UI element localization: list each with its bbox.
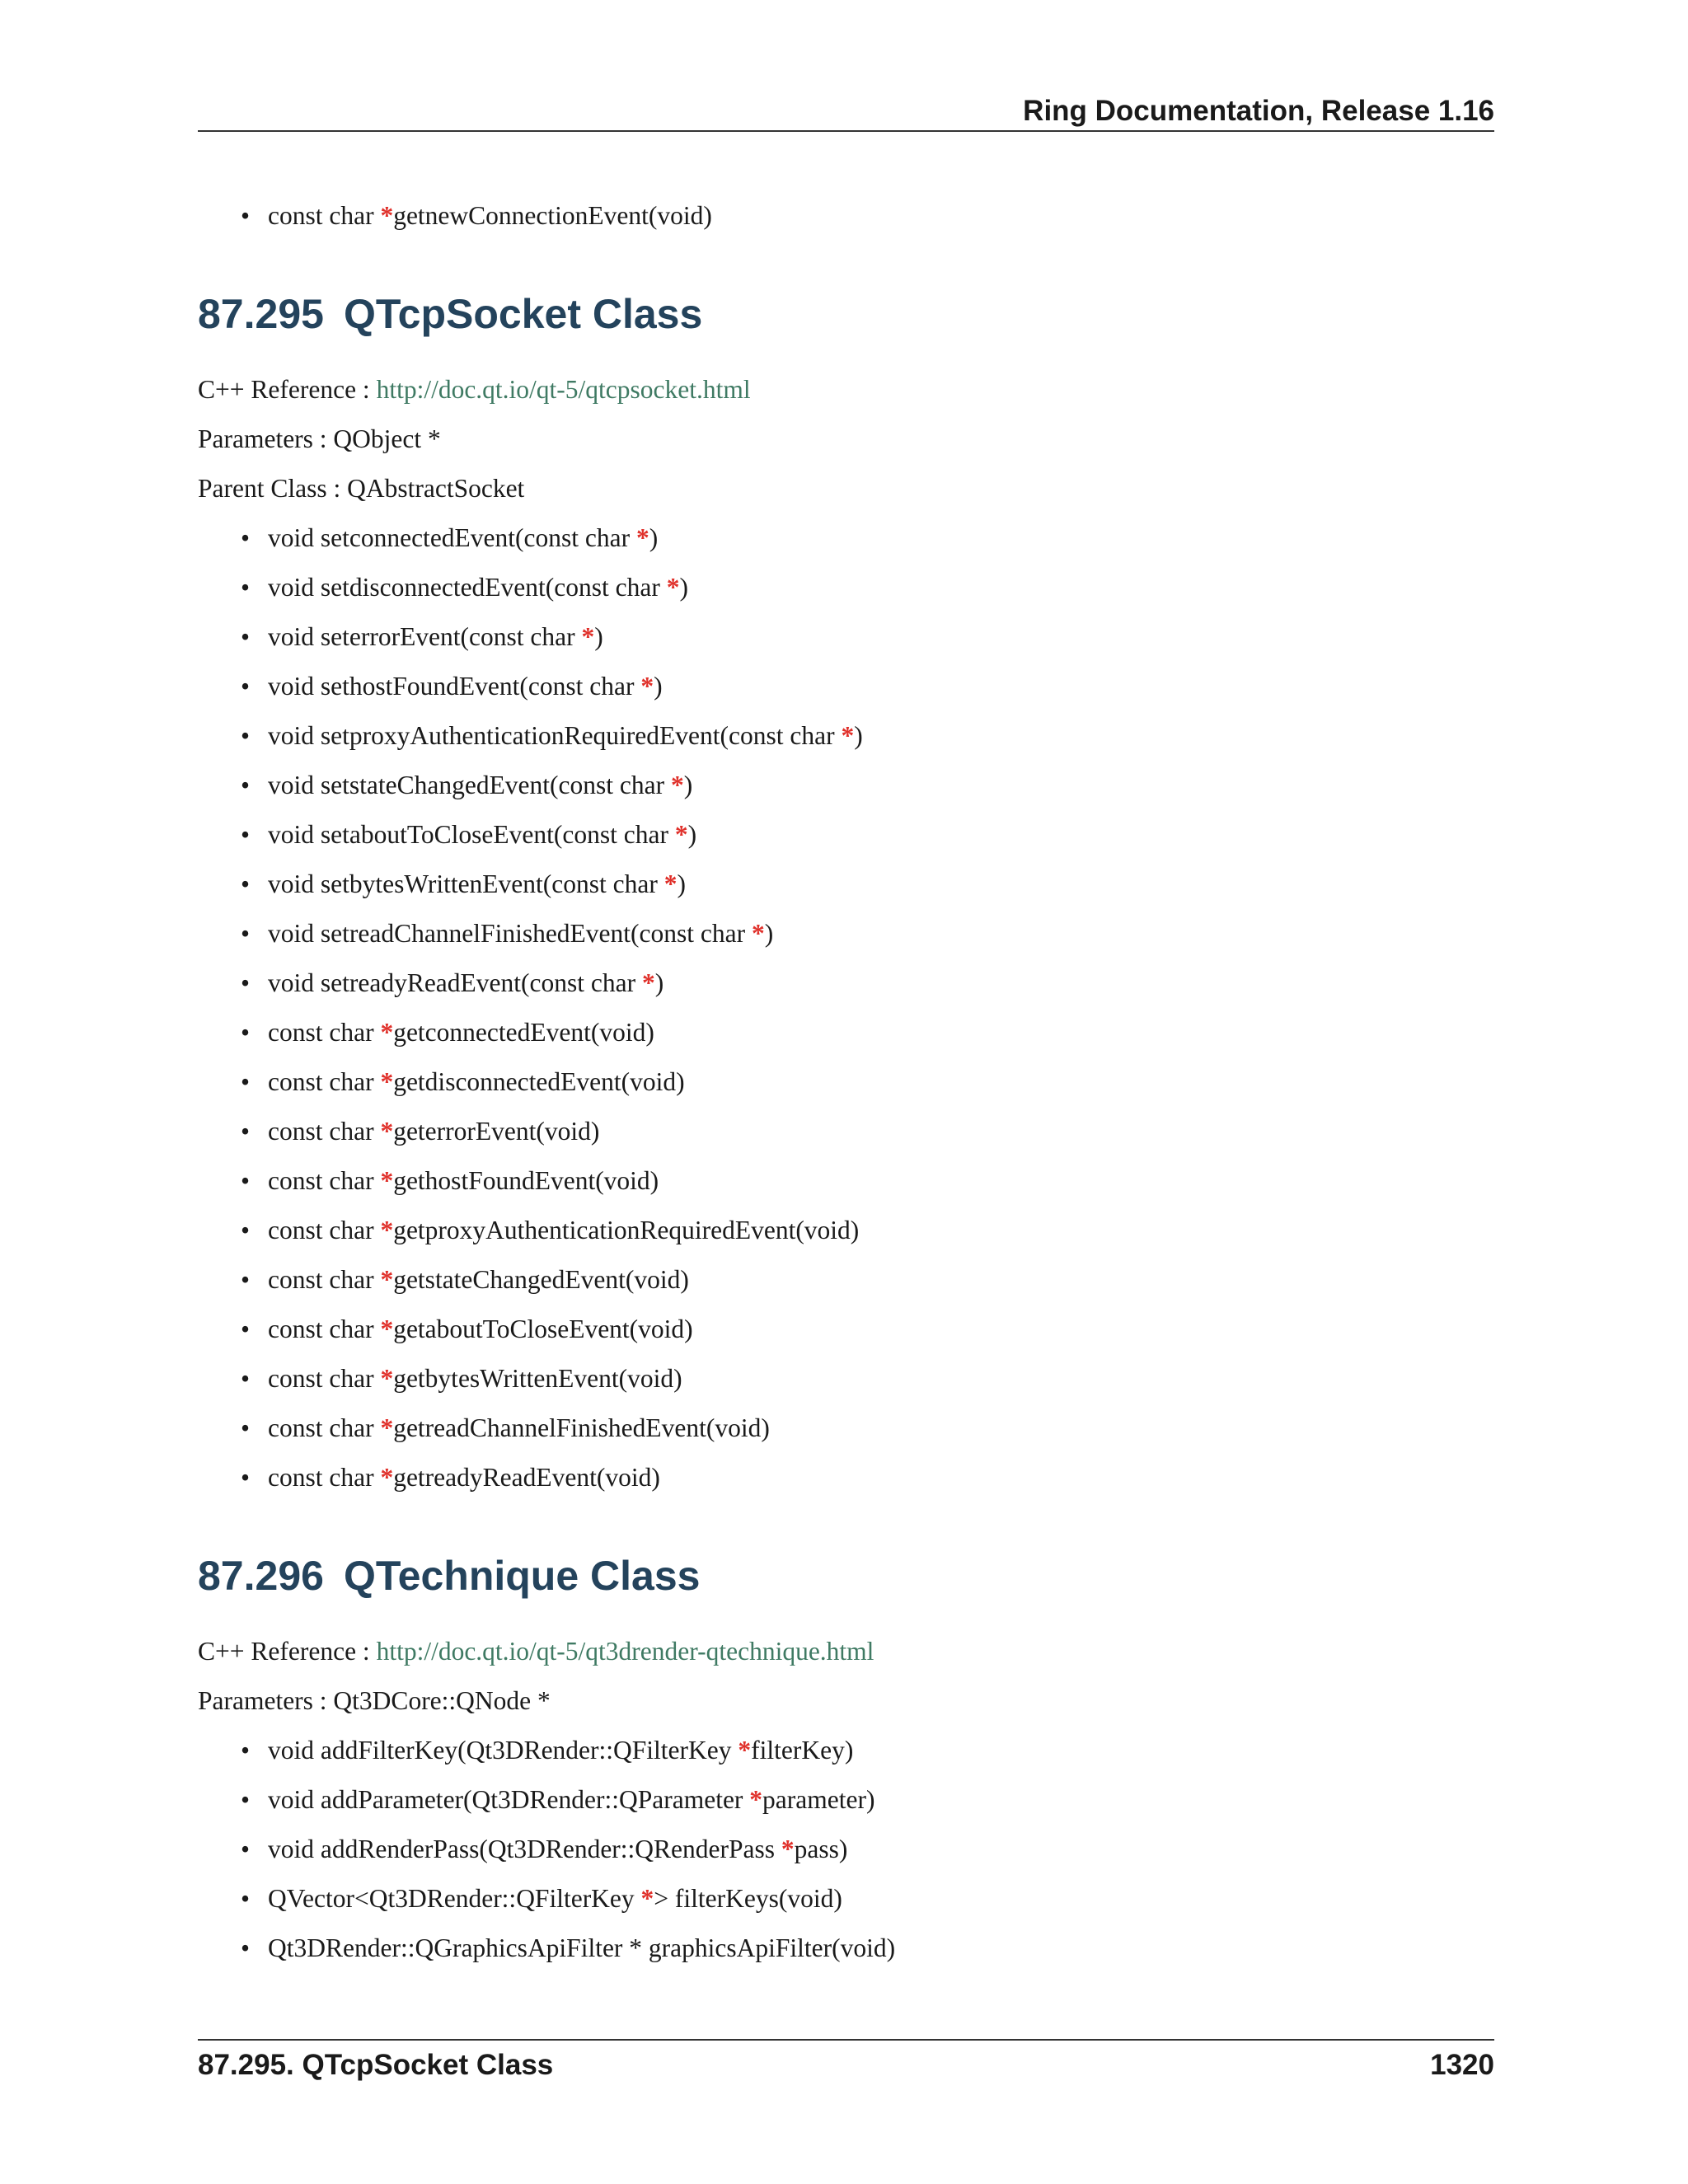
method-list-item bbox=[198, 1008, 1494, 1057]
document-page bbox=[198, 0, 1494, 2184]
bullet-icon: • bbox=[241, 1785, 251, 1814]
pointer-asterisk: * bbox=[380, 1067, 394, 1096]
pointer-asterisk: * bbox=[666, 573, 680, 602]
method-list-item bbox=[198, 1404, 1494, 1453]
method-text: void sethostFoundEvent(const char bbox=[268, 672, 641, 701]
method-text: Qt3DRender::QGraphicsApiFilter * graphicsApiFilter(void) bbox=[268, 1933, 896, 1962]
bullet-icon: • bbox=[241, 869, 251, 898]
method-text: const char bbox=[268, 1315, 381, 1343]
method-text: QVector<Qt3DRender::QFilterKey bbox=[268, 1884, 641, 1913]
section-heading-qtcpsocket bbox=[198, 288, 1494, 340]
method-text: getbytesWrittenEvent(void) bbox=[393, 1364, 682, 1393]
method-text: void seterrorEvent(const char bbox=[268, 622, 582, 651]
reference-link[interactable]: http://doc.qt.io/qt-5/qt3drender-qtechnique.html bbox=[376, 1637, 874, 1666]
bullet-icon: • bbox=[241, 820, 251, 849]
method-text: const char bbox=[268, 1018, 381, 1047]
method-text: const char bbox=[268, 1265, 381, 1294]
method-text: geterrorEvent(void) bbox=[393, 1117, 600, 1146]
method-text: void addRenderPass(Qt3DRender::QRenderPass bbox=[268, 1835, 781, 1863]
method-text: void setstateChangedEvent(const char bbox=[268, 771, 671, 799]
method-text: const char bbox=[268, 201, 381, 230]
pointer-asterisk: * bbox=[670, 771, 684, 799]
pointer-asterisk: * bbox=[635, 523, 649, 552]
method-text: void setconnectedEvent(const char bbox=[268, 523, 636, 552]
method-text: filterKey) bbox=[751, 1736, 854, 1765]
method-text: const char bbox=[268, 1216, 381, 1244]
page-content bbox=[198, 191, 1494, 1973]
method-list-item bbox=[198, 513, 1494, 563]
method-list-item bbox=[198, 1206, 1494, 1255]
method-text: getstateChangedEvent(void) bbox=[393, 1265, 689, 1294]
bullet-icon: • bbox=[241, 919, 251, 948]
method-text: const char bbox=[268, 1067, 381, 1096]
intro-method-list bbox=[198, 191, 1494, 241]
parameters-line: Parameters : Qt3DCore::QNode * bbox=[198, 1686, 551, 1715]
parameters-line: Parameters : QObject * bbox=[198, 424, 441, 453]
section-title: QTcpSocket Class bbox=[343, 291, 703, 337]
reference-label: C++ Reference : bbox=[198, 375, 377, 404]
method-list-item bbox=[198, 711, 1494, 761]
pointer-asterisk: * bbox=[738, 1736, 752, 1765]
pointer-asterisk: * bbox=[751, 919, 765, 948]
bullet-icon: • bbox=[241, 1067, 251, 1096]
cpp-reference bbox=[198, 1627, 1494, 1676]
bullet-icon: • bbox=[241, 1216, 251, 1244]
bullet-icon: • bbox=[241, 1315, 251, 1343]
method-list-item bbox=[198, 1255, 1494, 1305]
pointer-asterisk: * bbox=[380, 1463, 394, 1492]
method-text: ) bbox=[687, 820, 697, 849]
running-header bbox=[198, 92, 1494, 132]
method-text: > filterKeys(void) bbox=[654, 1884, 842, 1913]
method-text: getaboutToCloseEvent(void) bbox=[393, 1315, 693, 1343]
section-number: 87.295 bbox=[198, 291, 324, 337]
pointer-asterisk: * bbox=[663, 869, 678, 898]
method-list-item bbox=[198, 1057, 1494, 1107]
method-text: ) bbox=[649, 523, 659, 552]
method-text: ) bbox=[594, 622, 603, 651]
qtechnique-method-list bbox=[198, 1726, 1494, 1973]
pointer-asterisk: * bbox=[640, 1884, 654, 1913]
method-list-item bbox=[198, 810, 1494, 860]
method-list-item bbox=[198, 860, 1494, 909]
method-text: const char bbox=[268, 1117, 381, 1146]
method-list-item bbox=[198, 761, 1494, 810]
pointer-asterisk: * bbox=[380, 1216, 394, 1244]
method-list-item bbox=[198, 1107, 1494, 1156]
pointer-asterisk: * bbox=[781, 1835, 795, 1863]
method-text: getnewConnectionEvent(void) bbox=[393, 201, 712, 230]
method-text: void setaboutToCloseEvent(const char bbox=[268, 820, 675, 849]
bullet-icon: • bbox=[241, 523, 251, 552]
bullet-icon: • bbox=[241, 1933, 251, 1962]
parent-class-line: Parent Class : QAbstractSocket bbox=[198, 474, 525, 503]
pointer-asterisk: * bbox=[641, 968, 655, 997]
bullet-icon: • bbox=[241, 1884, 251, 1913]
section-heading-qtechnique bbox=[198, 1550, 1494, 1601]
bullet-icon: • bbox=[241, 721, 251, 750]
method-list-item bbox=[198, 1453, 1494, 1502]
footer-section: 87.295. QTcpSocket Class bbox=[198, 2049, 554, 2081]
method-text: ) bbox=[764, 919, 774, 948]
method-text: const char bbox=[268, 1166, 381, 1195]
method-list-item bbox=[198, 563, 1494, 612]
method-list-item bbox=[198, 612, 1494, 662]
method-list-item bbox=[198, 1354, 1494, 1404]
method-list-item bbox=[198, 1775, 1494, 1825]
pointer-asterisk: * bbox=[380, 1364, 394, 1393]
method-list-item bbox=[198, 1156, 1494, 1206]
pointer-asterisk: * bbox=[581, 622, 595, 651]
pointer-asterisk: * bbox=[380, 201, 394, 230]
bullet-icon: • bbox=[241, 573, 251, 602]
bullet-icon: • bbox=[241, 1166, 251, 1195]
bullet-icon: • bbox=[241, 1117, 251, 1146]
header-title: Ring Documentation, Release 1.16 bbox=[1023, 95, 1494, 127]
pointer-asterisk: * bbox=[380, 1315, 394, 1343]
method-text: const char bbox=[268, 1364, 381, 1393]
method-text: ) bbox=[679, 573, 688, 602]
reference-label: C++ Reference : bbox=[198, 1637, 377, 1666]
bullet-icon: • bbox=[241, 771, 251, 799]
section-title: QTechnique Class bbox=[343, 1553, 701, 1599]
method-list-item bbox=[198, 1305, 1494, 1354]
bullet-icon: • bbox=[241, 201, 251, 230]
method-text: pass) bbox=[794, 1835, 848, 1863]
method-list-item bbox=[198, 1825, 1494, 1874]
method-list-item bbox=[198, 1924, 1494, 1973]
pointer-asterisk: * bbox=[380, 1413, 394, 1442]
page-number: 1320 bbox=[1430, 2049, 1494, 2081]
method-text: void setproxyAuthenticationRequiredEvent(const char bbox=[268, 721, 842, 750]
method-text: void addFilterKey(Qt3DRender::QFilterKey bbox=[268, 1736, 738, 1765]
method-list-item bbox=[198, 958, 1494, 1008]
method-text: void setbytesWrittenEvent(const char bbox=[268, 869, 664, 898]
cpp-reference bbox=[198, 365, 1494, 415]
method-list-item bbox=[198, 191, 1494, 241]
bullet-icon: • bbox=[241, 672, 251, 701]
method-list-item bbox=[198, 909, 1494, 958]
running-footer bbox=[198, 2039, 1494, 2090]
method-text: ) bbox=[677, 869, 686, 898]
method-text: gethostFoundEvent(void) bbox=[393, 1166, 659, 1195]
method-list-item bbox=[198, 662, 1494, 711]
method-text: getreadyReadEvent(void) bbox=[393, 1463, 660, 1492]
bullet-icon: • bbox=[241, 1835, 251, 1863]
qtcpsocket-method-list bbox=[198, 513, 1494, 1502]
bullet-icon: • bbox=[241, 622, 251, 651]
bullet-icon: • bbox=[241, 1265, 251, 1294]
method-text: ) bbox=[654, 672, 663, 701]
bullet-icon: • bbox=[241, 968, 251, 997]
method-text: getdisconnectedEvent(void) bbox=[393, 1067, 685, 1096]
method-text: void setdisconnectedEvent(const char bbox=[268, 573, 667, 602]
method-text: const char bbox=[268, 1413, 381, 1442]
method-text: getreadChannelFinishedEvent(void) bbox=[393, 1413, 770, 1442]
method-text: void setreadChannelFinishedEvent(const char bbox=[268, 919, 752, 948]
bullet-icon: • bbox=[241, 1364, 251, 1393]
method-text: void addParameter(Qt3DRender::QParameter bbox=[268, 1785, 750, 1814]
method-text: void setreadyReadEvent(const char bbox=[268, 968, 642, 997]
pointer-asterisk: * bbox=[841, 721, 855, 750]
bullet-icon: • bbox=[241, 1018, 251, 1047]
method-text: ) bbox=[683, 771, 693, 799]
pointer-asterisk: * bbox=[380, 1265, 394, 1294]
reference-link[interactable]: http://doc.qt.io/qt-5/qtcpsocket.html bbox=[376, 375, 751, 404]
pointer-asterisk: * bbox=[640, 672, 654, 701]
method-text: getconnectedEvent(void) bbox=[393, 1018, 654, 1047]
method-text: const char bbox=[268, 1463, 381, 1492]
method-text: getproxyAuthenticationRequiredEvent(void) bbox=[393, 1216, 860, 1244]
pointer-asterisk: * bbox=[749, 1785, 763, 1814]
method-text: ) bbox=[654, 968, 664, 997]
bullet-icon: • bbox=[241, 1463, 251, 1492]
section-number: 87.296 bbox=[198, 1553, 324, 1599]
method-text: parameter) bbox=[762, 1785, 875, 1814]
bullet-icon: • bbox=[241, 1736, 251, 1765]
method-list-item bbox=[198, 1874, 1494, 1924]
pointer-asterisk: * bbox=[380, 1117, 394, 1146]
method-text: ) bbox=[854, 721, 863, 750]
pointer-asterisk: * bbox=[380, 1018, 394, 1047]
pointer-asterisk: * bbox=[674, 820, 688, 849]
bullet-icon: • bbox=[241, 1413, 251, 1442]
method-list-item bbox=[198, 1726, 1494, 1775]
pointer-asterisk: * bbox=[380, 1166, 394, 1195]
